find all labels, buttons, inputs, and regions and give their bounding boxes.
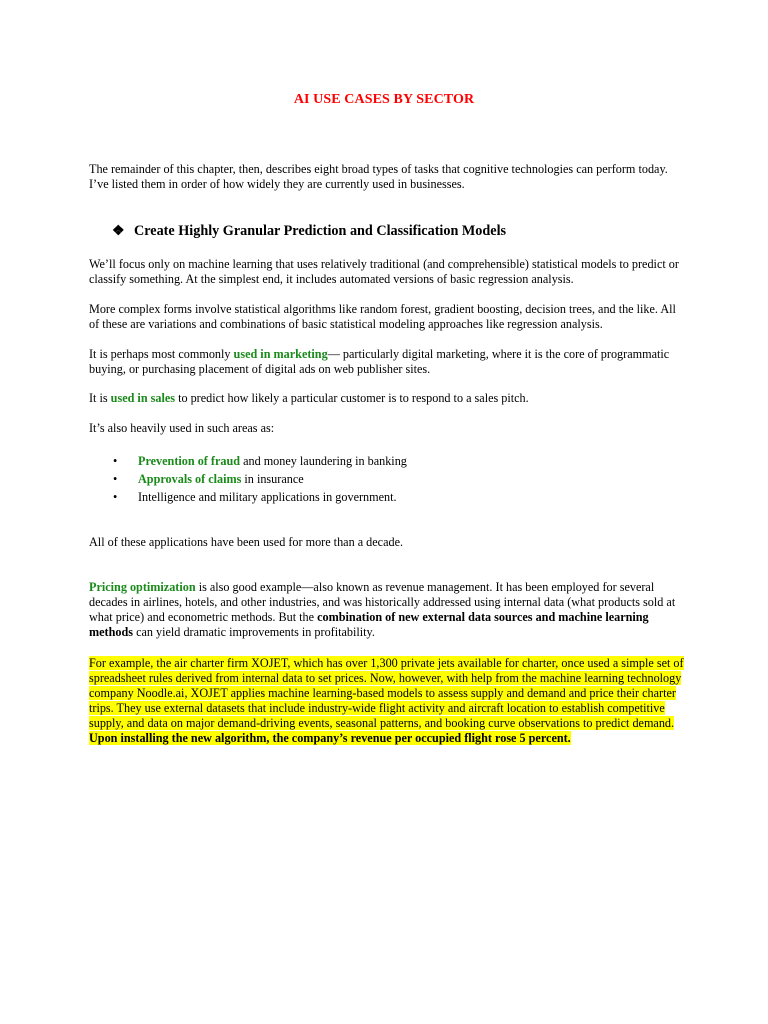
bold-phrase: combination of new external data sources and machine learning methods xyxy=(89,610,649,639)
section-heading xyxy=(112,222,506,241)
paragraph-1: We’ll focus only on machine learning that uses relatively traditional (and comprehensible) statistical models to predict or classify something. At the simplest end, it includes automated versions of basic regression analysis. xyxy=(89,257,679,286)
bullet-list xyxy=(113,452,407,506)
paragraph-5: It’s also heavily used in such areas as: xyxy=(89,421,275,435)
bullet-dot-icon: • xyxy=(113,472,118,486)
section-heading-text: Create Highly Granular Prediction and Classification Models xyxy=(134,223,507,239)
paragraph-3-before: It is perhaps most commonly xyxy=(89,347,234,361)
list-item: • Intelligence and military applications in government. xyxy=(113,490,397,504)
paragraph-4-after: to predict how likely a particular customer is to respond to a sales pitch. xyxy=(175,391,529,405)
paragraph-7: Pricing optimization is also good example—also known as revenue management. It has been employed for several decades in airlines, hotels, and other industries, and was historically addressed using internal data (what products sold at what price) and econometric methods. But the combination of new external data sources and machine learning methods can yield dramatic improvements in profitability. xyxy=(89,580,676,639)
bullet-dot-icon: • xyxy=(113,454,118,468)
highlight-used-in-marketing: used in marketing xyxy=(233,347,328,361)
diamond-bullet-icon: ❖ xyxy=(112,224,125,239)
paragraph-4 xyxy=(89,391,689,406)
intro-paragraph: The remainder of this chapter, then, describes eight broad types of tasks that cognitive technologies can perform today. I’ve listed them in order of how widely they are currently used in businesses. xyxy=(89,162,668,191)
list-item: • Prevention of fraud and money laundering in banking xyxy=(113,454,407,468)
bullet-dot-icon: • xyxy=(113,490,118,504)
page-title: AI USE CASES BY SECTOR xyxy=(293,92,475,107)
highlight-pricing-optimization: Pricing optimization xyxy=(89,580,196,594)
paragraph-4-before: It is xyxy=(89,391,111,405)
paragraph-3-after: — particularly digital marketing, where it is the core of programmatic buying, or purchasing placement of digital ads on web publisher sites. xyxy=(89,347,670,376)
paragraph-6: All of these applications have been used for more than a decade. xyxy=(89,535,404,549)
highlight-used-in-sales: used in sales xyxy=(110,391,176,405)
paragraph-2: More complex forms involve statistical algorithms like random forest, gradient boosting, decision trees, and the like. All of these are variations and combinations of basic statistical modeling approaches like regression analysis. xyxy=(89,302,676,331)
list-item: • Approvals of claims in insurance xyxy=(113,472,304,486)
highlighted-bold-text: Upon installing the new algorithm, the company’s revenue per occupied flight rose 5 percent. xyxy=(89,731,571,745)
highlighted-text: For example, the air charter firm XOJET, which has over 1,300 private jets available for charter, once used a simple set of spreadsheet rules derived from internal data to set prices. Now, however, with help from the machine learning technology company Noodle.ai, XOJET applies machine learning-based models to assess supply and demand and price their charter trips. They use external datasets that include industry-wide flight activity and aircraft location to establish competitive supply, and data on major demand-driving events, seasonal patterns, and booking curve observations to predict demand. xyxy=(89,656,684,730)
highlighted-paragraph xyxy=(89,656,689,746)
paragraph-3 xyxy=(89,347,689,377)
